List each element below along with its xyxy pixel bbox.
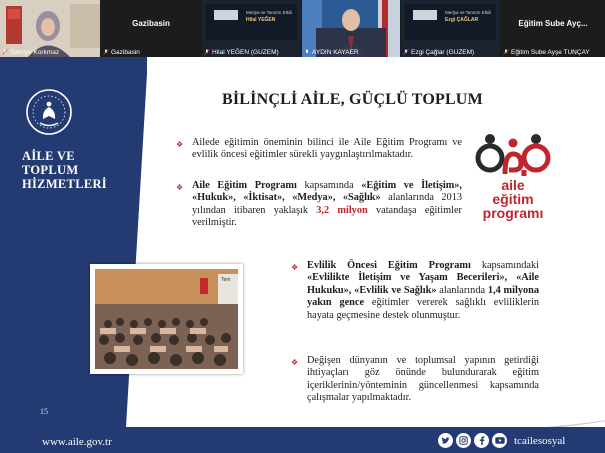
virtual-background-banner: Medya ve Tanıtım Etkili Ezgi ÇAĞLAR <box>405 4 496 40</box>
mic-icon <box>304 49 310 55</box>
participant-tile-ezgi[interactable] <box>401 0 500 57</box>
mic-muted-icon <box>103 49 109 55</box>
website-text: www.aile.gov.tr <box>42 436 112 448</box>
seminar-photo-image <box>90 264 243 374</box>
slide-title: BİLİNÇLİ AİLE, GÜÇLÜ TOPLUM <box>222 91 483 108</box>
participant-tile-egitim-sube[interactable] <box>501 0 605 57</box>
aile-egitim-programi-logo: aile eğitim programı <box>468 130 558 230</box>
organization-logo <box>413 10 437 20</box>
facebook-icon <box>474 433 489 448</box>
brand-text: AİLE VE TOPLUM HİZMETLERİ <box>22 149 107 191</box>
twitter-icon <box>438 433 453 448</box>
participant-strip <box>0 0 605 57</box>
photo-screen-text: Tem <box>221 277 231 283</box>
participant-tile-aydin[interactable] <box>302 0 400 57</box>
bullet-diamond-icon: ❖ <box>291 358 299 367</box>
shared-slide <box>0 57 605 453</box>
social-links <box>438 433 565 448</box>
participant-name: Gazibasin <box>103 49 140 56</box>
participant-name: AYDIN KAYAER <box>304 49 359 56</box>
virtual-background-banner: Medya ve Tanıtım Etkili Hilal YEĞEN <box>206 4 297 40</box>
bullet-4: ❖ Değişen dünyanın ve toplumsal yapının getirdiği ihtiyaçları göz önünde bulundurarak eğitim içeriklerinin/yönteminin güncellenmesi kapsamında çalışmalar yapılmaktadır. <box>291 355 539 404</box>
seminar-photo <box>90 264 243 374</box>
participant-tile-gazibasin[interactable] <box>101 0 201 57</box>
instagram-icon <box>456 433 471 448</box>
participant-center-name: Gazibasin <box>132 19 170 28</box>
mic-muted-icon <box>503 49 509 55</box>
participant-tile-hilal[interactable] <box>202 0 301 57</box>
bullet-1: ❖ Ailede eğitimin öneminin bilinci ile Aile Eğitim Programı ve evlilik öncesi eğitimler sürekli yaygınlaştırılmaktadır. <box>176 137 462 161</box>
mic-muted-icon <box>403 49 409 55</box>
social-handle: tcailesosyal <box>514 434 566 447</box>
participant-name: Eğitim Sube Ayşe TUNÇAY <box>503 49 590 56</box>
mic-muted-icon <box>204 49 210 55</box>
bullet-diamond-icon: ❖ <box>176 140 184 149</box>
participant-name: Ezgi Çağlar (GUZEM) <box>403 49 474 56</box>
bullet-2: ❖ Aile Eğitim Programı kapsamında «Eğitim ve İletişim», «Hukuk», «İktisat», «Medya», «Sağlık» alanlarında 2013 yılından itibaren yaklaşık 3,2 milyon vatandaşa eğitimler verilmiştir. <box>176 180 463 229</box>
mic-muted-icon <box>2 49 8 55</box>
participant-tile-samiye[interactable] <box>0 0 100 57</box>
organization-logo <box>214 10 238 20</box>
bullet-diamond-icon: ❖ <box>291 263 299 272</box>
bullet-diamond-icon: ❖ <box>176 183 184 192</box>
ministry-emblem-icon <box>24 87 74 137</box>
family-figures-icon <box>468 130 558 176</box>
slide-page-number: 15 <box>40 407 48 416</box>
bullet-3: ❖ Evlilik Öncesi Eğitim Programı kapsamındaki «Evlilikte İletişim ve Yaşam Becerileri», «Aile Hukuku», «Evlilik ve Sağlık» alanlarında 1,4 milyona yakın gence eğitimler vererek sağlıklı evliliklerin hayata geçmesine destek olunmuştur. <box>291 260 540 321</box>
participant-name: Hilal YEĞEN (GUZEM) <box>204 49 279 56</box>
participant-name: Samiye Korkmaz <box>2 49 59 56</box>
youtube-icon <box>492 433 507 448</box>
participant-center-name: Eğitim Sube Ayç... <box>518 19 588 28</box>
